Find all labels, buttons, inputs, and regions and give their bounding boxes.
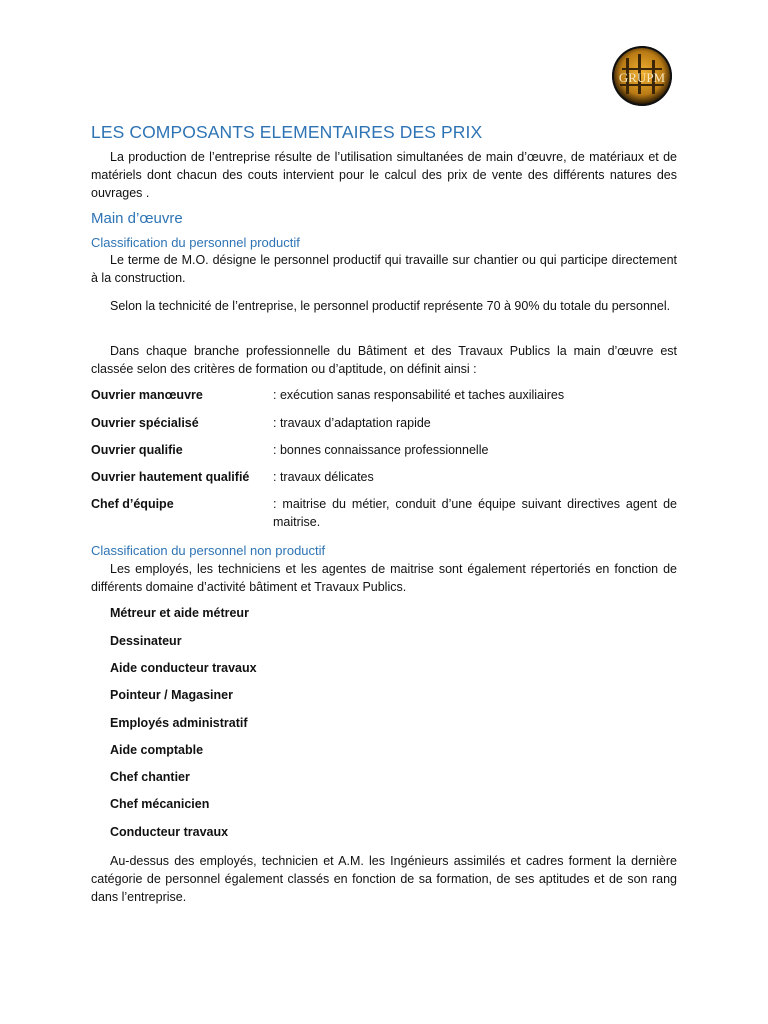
role-item: Pointeur / Magasiner <box>110 688 233 702</box>
logo-emblem-icon <box>612 46 672 106</box>
role-item: Aide conducteur travaux <box>110 661 257 675</box>
definition-term: Ouvrier hautement qualifié <box>91 470 250 484</box>
productive-paragraph-3: Dans chaque branche professionnelle du Bâtiment et des Travaux Publics la main d’œuvre est classée selon des critères de formation ou d’aptitude, on définit ainsi : <box>91 344 677 376</box>
definition-text: : travaux d’adaptation rapide <box>273 416 431 430</box>
company-logo <box>612 46 672 106</box>
closing-paragraph: Au-dessus des employés, technicien et A.M. les Ingénieurs assimilés et cadres forment la dernière catégorie de personnel également classés en fonction de sa formation, de ses aptitudes et de son rang dans l’entreprise. <box>91 854 677 904</box>
definition-term: Chef d’équipe <box>91 497 174 511</box>
logo-text: GRUPM <box>618 70 666 85</box>
intro-paragraph: La production de l’entreprise résulte de l’utilisation simultanées de main d’œuvre, de matériaux et de matériels dont chacun des couts intervient pour le calcul des prix de vente des différents natures des ouvrages . <box>91 150 677 200</box>
role-item: Métreur et aide métreur <box>110 606 249 620</box>
definition-term: Ouvrier qualifie <box>91 443 183 457</box>
subheading-nonproductive: Classification du personnel non productif <box>91 543 326 558</box>
role-item: Conducteur travaux <box>110 825 229 839</box>
role-item: Chef mécanicien <box>110 797 210 811</box>
productive-paragraph-2: Selon la technicité de l’entreprise, le personnel productif représente 70 à 90% du totale du personnel. <box>110 299 671 313</box>
role-item: Chef chantier <box>110 770 190 784</box>
nonproductive-paragraph-1: Les employés, les techniciens et les agentes de maitrise sont également répertoriés en fonction de différents domaine d’activité bâtiment et Travaux Publics. <box>91 562 677 594</box>
definition-term: Ouvrier manœuvre <box>91 388 203 402</box>
definition-text: : travaux délicates <box>273 470 374 484</box>
definition-term: Ouvrier spécialisé <box>91 416 199 430</box>
definition-text: : bonnes connaissance professionnelle <box>273 443 489 457</box>
role-item: Employés administratif <box>110 716 248 730</box>
role-item: Aide comptable <box>110 743 204 757</box>
definition-text: : maitrise du métier, conduit d’une équipe suivant directives agent de maitrise. <box>273 497 677 529</box>
subheading-productive: Classification du personnel productif <box>91 235 300 250</box>
page-title: LES COMPOSANTS ELEMENTAIRES DES PRIX <box>91 122 483 142</box>
section-heading-main-oeuvre: Main d’œuvre <box>91 210 183 227</box>
definition-text: : exécution sanas responsabilité et taches auxiliaires <box>273 388 565 402</box>
productive-paragraph-1: Le terme de M.O. désigne le personnel productif qui travaille sur chantier ou qui participe directement à la construction. <box>91 253 677 285</box>
role-item: Dessinateur <box>110 634 182 648</box>
